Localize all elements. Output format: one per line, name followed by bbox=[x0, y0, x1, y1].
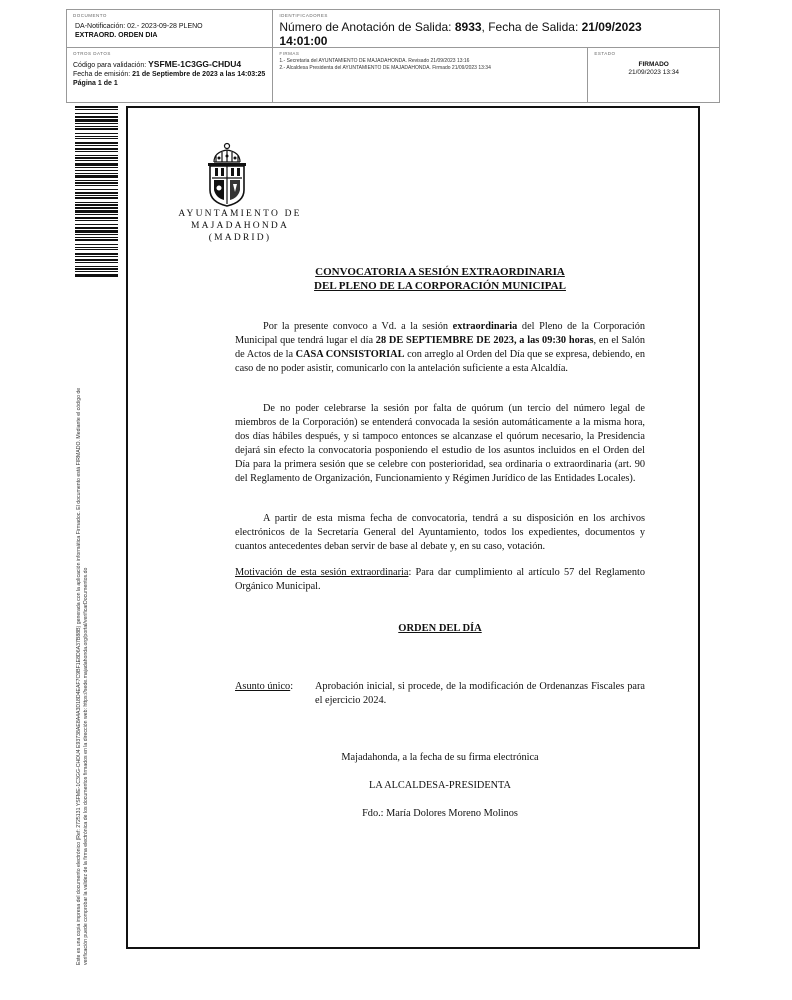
asunto-unico: Asunto único: Aprobación inicial, si procede, de la modificación de Ordenanzas Fiscales para el ejercicio 2024. bbox=[235, 681, 645, 706]
validation-code-line: Código para validación: YSFME-1C3GG-CHDU4 bbox=[73, 59, 242, 69]
closing-role: LA ALCALDESA-PRESIDENTA bbox=[369, 780, 511, 791]
page-info: Página 1 de 1 bbox=[73, 80, 118, 87]
barcode-icon bbox=[75, 106, 118, 278]
side-verification-text: Este es una copia impresa del documento electrónico (Ref: 2725131 YSFME-1C3GG-CHDU4 E93738AE8A4A3D18D4EAF7C9BF1E8D6A37B88B) generada con la aplicación informática Firmadoc. El documento está FIRMADO. Mediante el código de verificación puede comprobar la validez de la firma electrónica de los documentos firmados en la dirección web: https://sede.majadahonda.org/portal/verificarDocumentos.do bbox=[76, 387, 89, 965]
paragraph-quorum: De no poder celebrarse la sesión por falta de quórum (un tercio del número legal de miembros de la Corporación) se entenderá convocada la sesión automáticamente a la misma hora, dos días hábiles después, y si tampoco entonces se alcanzase el quórum necesario, la Presidencia dejará sin efecto la convocatoria posponiendo el estudio de los asuntos incluidos en el Orden del Día para la primera sesión que se celebre con posterioridad, sea ordinaria o extraordinaria (art. 90 del Reglamento de Organización, Funcionamiento y Régimen Jurídico de las Entidades Locales). bbox=[235, 403, 645, 484]
documento-value: DA-Notificación: 02.- 2023-09-28 PLENO EXTRAORD. ORDEN DIA bbox=[75, 23, 203, 39]
paragraph-documentacion: A partir de esta misma fecha de convocatoria, tendrá a su disposición en los archivos electrónicos de la Secretaría General del Ayuntamiento, todos los expedientes, documentos y cuantos antecedentes deban servir de base al debate y, en su caso, votación. bbox=[235, 513, 645, 552]
closing-place: Majadahonda, a la fecha de su firma electrónica bbox=[341, 752, 539, 763]
letterhead: AYUNTAMIENTO DE MAJADAHONDA (MADRID) bbox=[178, 209, 302, 243]
firmas-cell bbox=[272, 48, 587, 102]
document-header-table bbox=[66, 9, 720, 103]
closing-signer: Fdo.: María Dolores Moreno Molinos bbox=[362, 808, 518, 819]
validation-code: YSFME-1C3GG-CHDU4 bbox=[148, 59, 242, 69]
otros-datos-label: OTROS DATOS bbox=[73, 51, 111, 56]
otros-datos-cell bbox=[67, 48, 272, 102]
firma-1: 1.- Secretaria del AYUNTAMIENTO DE MAJADAHONDA. Revisado 21/09/2023 13:16 bbox=[279, 58, 470, 64]
identificadores-cell bbox=[272, 10, 719, 47]
identificadores-label: IDENTIFICADORES bbox=[279, 13, 328, 18]
estado-cell bbox=[587, 48, 719, 102]
emission-date-line: Fecha de emisión: 21 de Septiembre de 2023 a las 14:03:25 bbox=[73, 71, 266, 78]
page-title: CONVOCATORIA A SESIÓN EXTRAORDINARIA DEL PLENO DE LA CORPORACIÓN MUNICIPAL bbox=[314, 266, 566, 292]
anotacion-salida: Número de Anotación de Salida: 8933, Fecha de Salida: 21/09/2023 14:01:00 bbox=[279, 20, 642, 48]
documento-label: DOCUMENTO bbox=[73, 13, 107, 18]
paragraph-convocatoria: Por la presente convoco a Vd. a la sesión extraordinaria del Pleno de la Corporación Municipal que tendrá lugar el día 28 DE SEPTIEMBRE DE 2023, a las 09:30 horas, en el Salón de Actos de la CASA CONSISTORIAL con arreglo al Orden del Día que se expresa, debiendo, en caso de no poder asistir, comunicarlo con la antelación suficiente a esta Alcaldía. bbox=[235, 321, 646, 374]
estado-date: 21/09/2023 13:34 bbox=[628, 69, 679, 76]
coat-of-arms-icon bbox=[202, 140, 252, 208]
estado-value: FIRMADO bbox=[638, 61, 669, 68]
estado-label: ESTADO bbox=[594, 51, 616, 56]
firmas-label: FIRMAS bbox=[279, 51, 300, 56]
orden-del-dia-heading: ORDEN DEL DÍA bbox=[398, 623, 482, 634]
firma-2: 2.- Alcaldesa Presidenta del AYUNTAMIENTO DE MAJADAHONDA. Firmado 21/09/2023 13:34 bbox=[279, 65, 491, 71]
documento-cell bbox=[67, 10, 272, 47]
paragraph-motivacion: Motivación de esta sesión extraordinaria: Para dar cumplimiento al artículo 57 del Reglamento Orgánico Municipal. bbox=[235, 567, 645, 592]
